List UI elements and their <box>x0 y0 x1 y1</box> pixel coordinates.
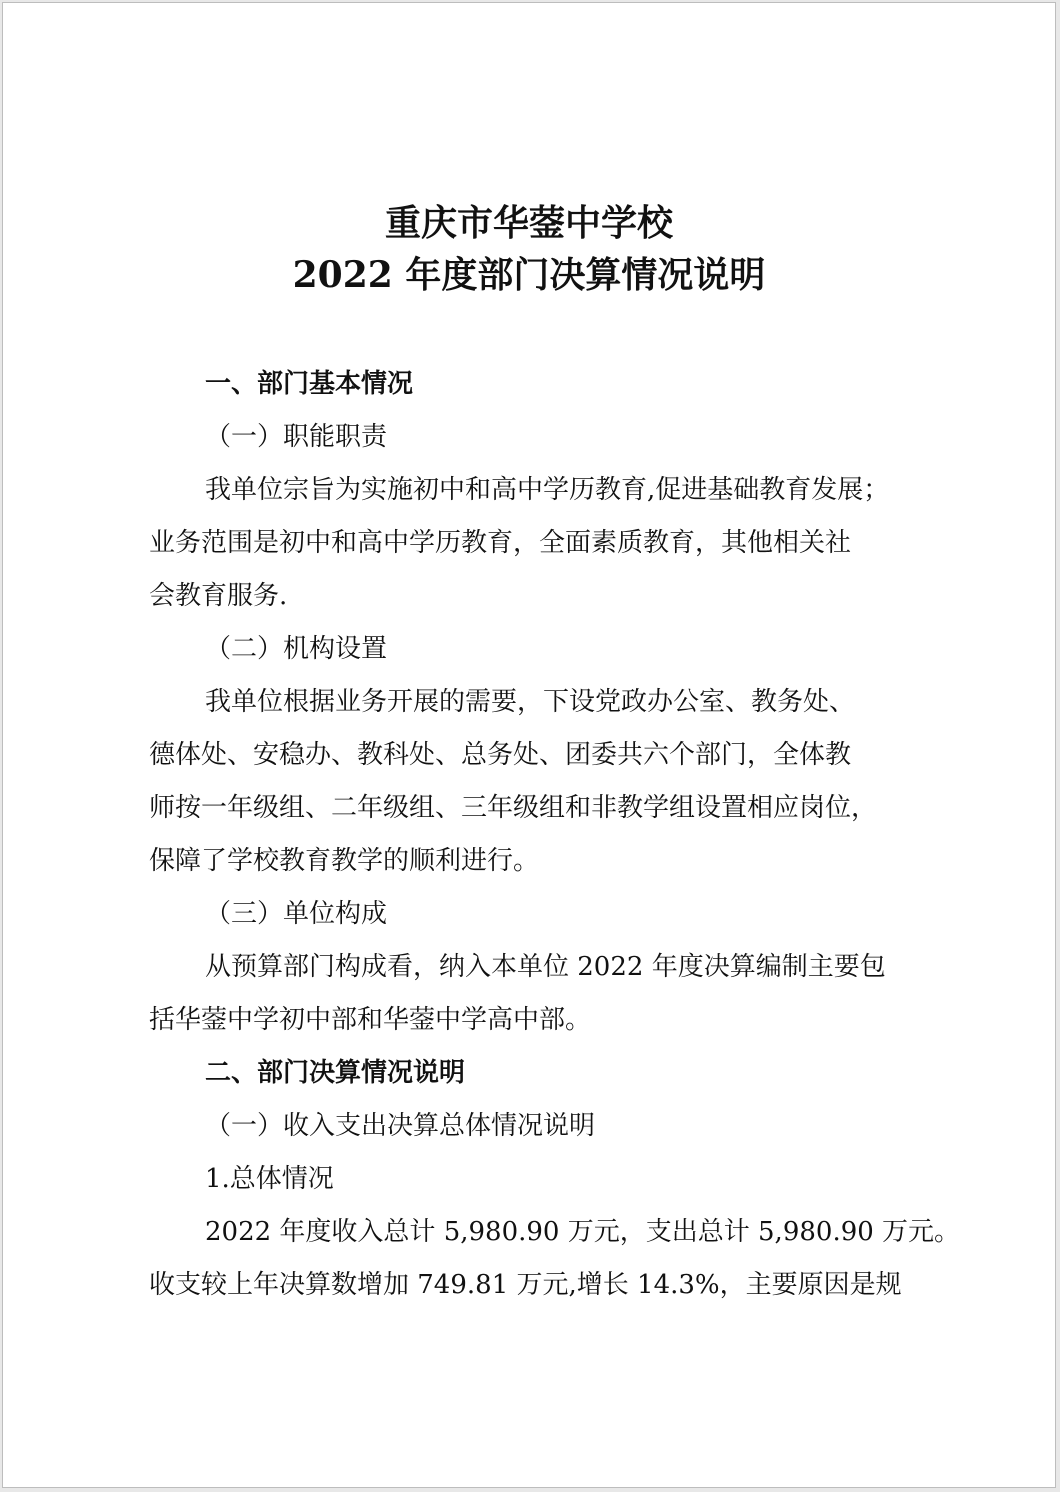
paragraph-line: 我单位宗旨为实施初中和高中学历教育,促进基础教育发展； <box>205 475 890 505</box>
subsection-heading-income-expense: （一）收入支出决算总体情况说明 <box>205 1111 596 1141</box>
paragraph-line: 业务范围是初中和高中学历教育，全面素质教育，其他相关社 <box>149 528 852 558</box>
paragraph-line: 德体处、安稳办、教科处、总务处、团委共六个部门，全体教 <box>149 740 852 770</box>
paragraph-line: 保障了学校教育教学的顺利进行。 <box>149 846 540 876</box>
document-title-line-1: 重庆市华蓥中学校 <box>384 202 673 244</box>
section-heading-basic-info: 一、部门基本情况 <box>205 369 414 399</box>
document-title-line-2: 2022 年度部门决算情况说明 <box>292 254 766 296</box>
paragraph-line: 从预算部门构成看，纳入本单位 2022 年度决算编制主要包 <box>205 952 886 982</box>
subsection-heading-organization: （二）机构设置 <box>205 634 388 664</box>
section-heading-final-accounts: 二、部门决算情况说明 <box>205 1058 466 1088</box>
paragraph-line: 收支较上年决算数增加 749.81 万元,增长 14.3%，主要原因是规 <box>149 1270 902 1300</box>
document-page <box>2 2 1056 1488</box>
paragraph-line: 会教育服务. <box>149 581 288 611</box>
paragraph-line: 师按一年级组、二年级组、三年级组和非教学组设置相应岗位， <box>149 793 878 823</box>
paragraph-line: 我单位根据业务开展的需要，下设党政办公室、教务处、 <box>205 687 856 717</box>
paragraph-line: 括华蓥中学初中部和华蓥中学高中部。 <box>149 1005 592 1035</box>
paragraph-line: 2022 年度收入总计 5,980.90 万元，支出总计 5,980.90 万元。 <box>205 1217 961 1247</box>
subsection-heading-composition: （三）单位构成 <box>205 899 388 929</box>
subsection-heading-duties: （一）职能职责 <box>205 422 388 452</box>
numbered-heading-overall: 1.总体情况 <box>205 1164 334 1194</box>
